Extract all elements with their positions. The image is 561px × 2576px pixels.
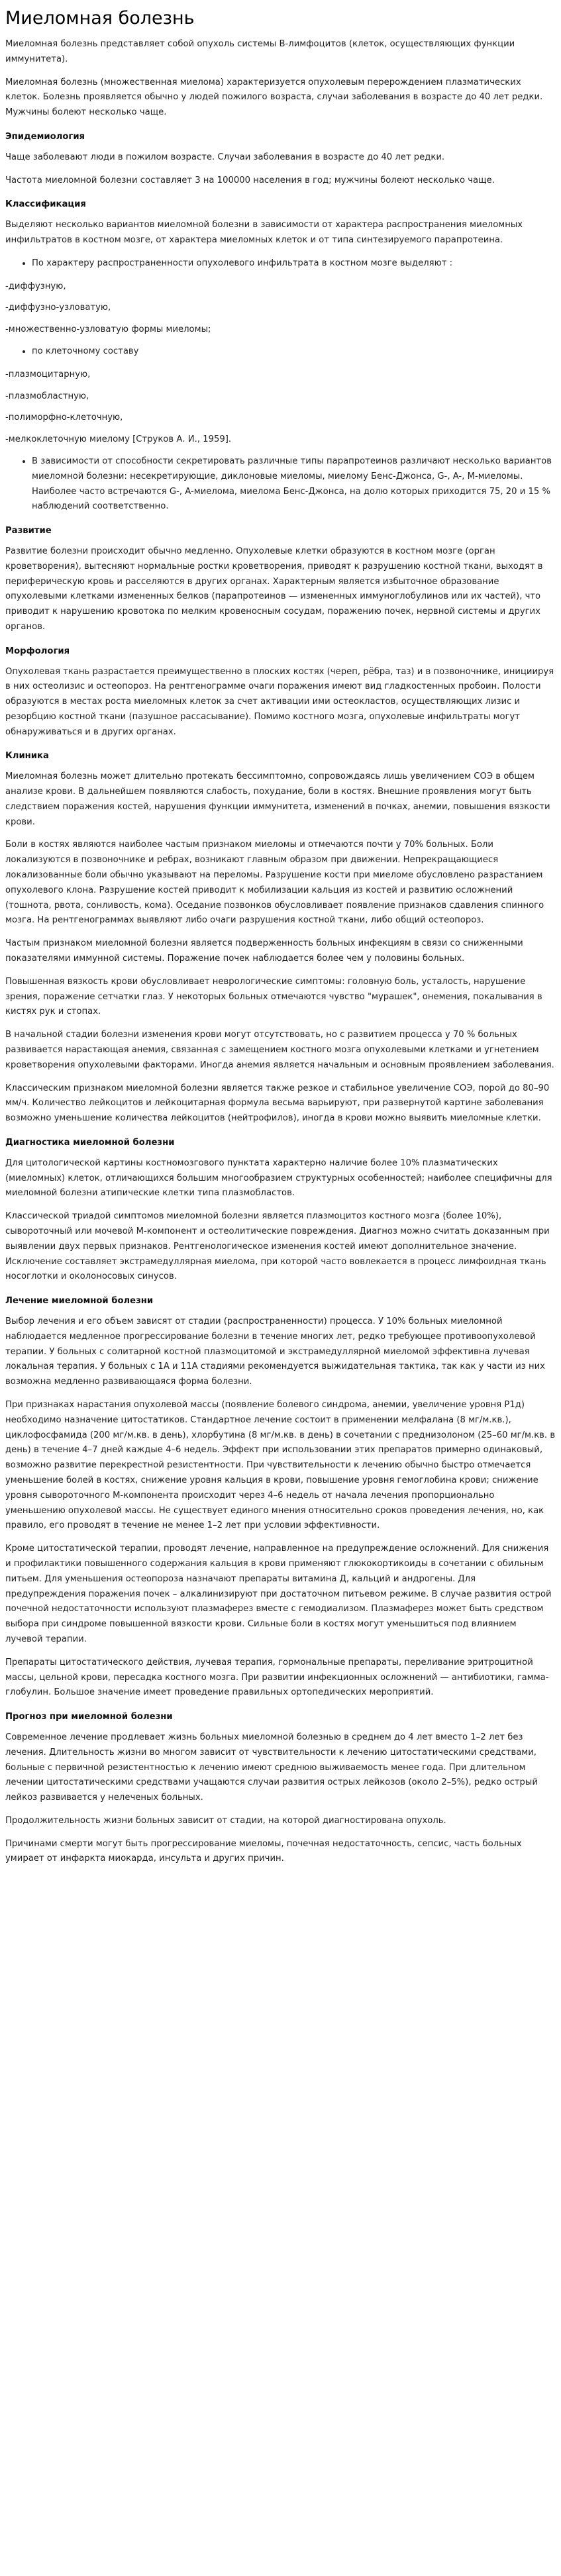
- development-paragraph: Развитие болезни происходит обычно медленно. Опухолевые клетки образуются в костном мозге (орган кроветворения), вытесняют нормальные ростки кроветворения, приводят к разрушению костной ткани, выходят в периферическую кровь и расселяются в других органах. Характерным является избыточное образование опухолевыми клетками измененных белков (парапротеинов — измененных иммуноглобулинов или их частей), что приводит к нарушению кровотока по мелким кровеносным сосудам, поражению почек, нервной системы и других органов.: [5, 546, 543, 632]
- treatment-paragraph: Кроме цитостатической терапии, проводят лечение, направленное на предупреждение осложнений. Для снижения и профилактики повышенного содержания кальция в крови применяют глюкокортикоиды в сочетании с обильным питьем. Для уменьшения остеопороза назначают препараты витамина Д, кальций и андрогены. Для предупреждения поражения почек – алкалинизируют при достаточном питьевом режиме. В случае развития острой почечной недостаточности используют плазмаферез вместе с гемодиализом. Плазмаферез может быть средством выбора при синдроме повышенной вязкости крови. Сильные боли в костях могут уменьшиться под влиянием лучевой терапии.: [5, 1544, 552, 1644]
- list-item: • По характеру распространенности опухолевого инфильтрата в костном мозге выделяют :: [32, 256, 556, 272]
- prognosis-paragraph: Современное лечение продлевает жизнь больных миеломной болезнью в среднем до 4 лет вместо 1–2 лет без лечения. Длительность жизни во многом зависит от чувствительности к лечению цитостатическими средствами, больные с первичной резистентностью к лечению имеют среднюю выживаемость менее года. При длительном лечении цитостатическими средствами учащаются случаи развития острых лейкозов (около 2–5%), редко острый лейкоз развивается у нелеченых больных.: [5, 1732, 538, 1803]
- diagnostics-paragraph: Классической триадой симптомов миеломной болезни является плазмоцитоз костного мозга (более 10%), сывороточный или мочевой М-компонент и остеолитические повреждения. Диагноз можно считать доказанным при выявлении двух первых признаков. Рентгенологическое изменения костей имеют дополнительное значение. Исключение составляет экстрамедуллярная миелома, при которой часто вовлекается в процесс лимфоидная ткань носоглотки и околоносовых синусов.: [5, 1211, 550, 1282]
- classification-bullet-list: [5, 454, 556, 515]
- clinic-paragraph: Классическим признаком миеломной болезни является также резкое и стабильное увеличение СОЭ, порой до 80–90 мм/ч. Количество лейкоцитов и лейкоцитарная формула весьма варьируют, при развернутой картине заболевания возможно уменьшение количества лейкоцитов (нейтрофилов), иногда в крови можно выявить миеломные клетки.: [5, 1083, 550, 1124]
- section-heading-prognosis: Прогноз при миеломной болезни: [5, 1712, 173, 1722]
- section-heading-clinic: Клиника: [5, 751, 49, 762]
- morphology-paragraph: Опухолевая ткань разрастается преимущественно в плоских костях (череп, рёбра, таз) и в позвоночнике, инициируя в них остеолизис и остеопороз. На рентгенограмме очаги поражения имеют вид гладкостенных пробоин. Полости образуются в местах роста миеломных клеток за счет активации ими остеокластов, осуществляющих лизис и резорбцию костной ткани (пазушное рассасывание). Помимо костного мозга, опухолевые инфильтраты могут обнаруживаться и в других органах.: [5, 666, 554, 737]
- prognosis-paragraph: Продолжительность жизни больных зависит от стадии, на которой диагностирована опухоль.: [5, 1815, 446, 1826]
- list-item: • В зависимости от способности секретировать различные типы парапротеинов различают несколько вариантов миеломной болезни: несекретирующие, диклоновые миеломы, миелому Бенс-Джонса, G-, A-, M-миеломы. Наиболее часто встречаются G-, A-миелома, миелома Бенс-Джонса, на долю которых приходится 75, 20 и 15 % наблюдений соответственно.: [32, 454, 556, 515]
- clinic-paragraph: Частым признаком миеломной болезни является подверженность больных инфекциям в связи со сниженными показателями иммунной системы. Поражение почек наблюдается более чем у половины больных.: [5, 938, 523, 964]
- diagnostics-paragraph: Для цитологической картины костномозгового пунктата характерно наличие более 10% плазматических (миеломных) клеток, отличающихся большим многообразием структурных особенностей; наиболее специфичны для миеломной болезни атипические клетки типа плазмобластов.: [5, 1158, 552, 1199]
- clinic-paragraph: В начальной стадии болезни изменения крови могут отсутствовать, но с развитием процесса у 70 % больных развивается нарастающая анемия, связанная с замещением костного мозга опухолевыми клетками и угнетением кроветворения опухолевыми факторами. Иногда анемия является начальным и основным проявлением заболевания.: [5, 1030, 554, 1070]
- clinic-paragraph: Боли в костях являются наиболее частым признаком миеломы и отмечаются почти у 70% больных. Боли локализуются в позвоночнике и ребрах, возникают главным образом при движении. Непрекращающиеся локализованные боли обычно указывают на переломы. Разрушение кости при миеломе обусловлено разрастанием опухолевого клона. Разрушение костей приводит к мобилизации кальция из костей и развитию осложнений (тошнота, рвота, сонливость, кома). Оседание позвонков обусловливает появление признаков сдавления спинного мозга. На рентгенограммах выявляют либо очаги разрушения костной ткани, либо общий остеопороз.: [5, 840, 544, 926]
- list-item: -плазмобластную,: [5, 391, 89, 401]
- page-title: Миеломная болезнь: [5, 8, 195, 28]
- section-heading-epidemiology: Эпидемиология: [5, 131, 85, 142]
- section-heading-diagnostics: Диагностика миеломной болезни: [5, 1138, 175, 1148]
- clinic-paragraph: Повышенная вязкость крови обусловливает неврологические симптомы: головную боль, усталость, нарушение зрения, поражение сетчатки глаз. У некоторых больных отмечаются чувство "мурашек", онемения, покалывания в кистях рук и стопах.: [5, 976, 542, 1017]
- intro-paragraph: Миеломная болезнь (множественная миелома) характеризуется опухолевым перерождением плазматических клеток. Болезнь проявляется обычно у людей пожилого возраста, случаи заболевания в возрасте до 40 лет редки. Мужчины болеют несколько чаще.: [5, 77, 543, 118]
- section-heading-classification: Классификация: [5, 199, 86, 210]
- list-item: • по клеточному составу: [32, 344, 556, 360]
- intro-paragraph: Миеломная болезнь представляет собой опухоль системы В-лимфоцитов (клеток, осуществляющих функции иммунитета).: [5, 39, 515, 64]
- prognosis-paragraph: Причинами смерти могут быть прогрессирование миеломы, почечная недостаточность, сепсис, часть больных умирает от инфаркта миокарда, инсульта и других причин.: [5, 1838, 522, 1864]
- classification-bullet-list: [5, 344, 556, 360]
- list-item: -полиморфно-клеточную,: [5, 413, 123, 423]
- epidemiology-paragraph: Чаще заболевают люди в пожилом возрасте. Случаи заболевания в возрасте до 40 лет редки.: [5, 152, 445, 162]
- classification-intro: Выделяют несколько вариантов миеломной болезни в зависимости от характера распространения миеломных инфильтратов в костном мозге, от характера миеломных клеток и от типа синтезируемого парапротеина.: [5, 220, 523, 245]
- classification-bullet-list: [5, 256, 556, 272]
- list-item: -диффузно-узловатую,: [5, 303, 111, 313]
- list-item: -мелкоклеточную миелому [Струков А. И., 1959].: [5, 434, 232, 445]
- treatment-paragraph: Выбор лечения и его объем зависят от стадии (распространенности) процесса. У 10% больных миеломной наблюдается медленное прогрессирование болезни в течение многих лет, редко требующее противоопухолевой терапии. У больных с солитарной костной плазмоцитомой и экстрамедуллярной миеломой эффективна лучевая локальная терапия. У больных с 1А и 11А стадиями рекомендуется выжидательная тактика, так как у части из них возможна медленно развивающаяся форма болезни.: [5, 1316, 545, 1387]
- treatment-paragraph: Препараты цитостатического действия, лучевая терапия, гормональные препараты, переливание эритроцитной массы, цельной крови, пересадка костного мозга. При развитии инфекционных осложнений — антибиотики, гамма-глобулин. Большое значение имеет проведение правильных ортопедических мероприятий.: [5, 1657, 549, 1698]
- list-item: -множественно-узловатую формы миеломы;: [5, 324, 211, 335]
- clinic-paragraph: Миеломная болезнь может длительно протекать бессимптомно, сопровождаясь лишь увеличением СОЭ в общем анализе крови. В дальнейшем появляются слабость, похудание, боли в костях. Внешние проявления могут быть следствием поражения костей, нарушения функции иммунитета, изменений в почках, анемии, повышения вязкости крови.: [5, 771, 550, 827]
- treatment-paragraph: При признаках нарастания опухолевой массы (появление болевого синдрома, анемии, увеличение уровня Р1д) необходимо назначение цитостатиков. Стандартное лечение состоит в применении мелфалана (8 мг/м.кв.), циклофосфамида (200 мг/м.кв. в день), хлорбутина (8 мг/м.кв. в день) в сочетании с преднизолоном (25–60 мг/м.кв. в день) в течение 4–7 дней каждые 4–6 недель. Эффект при использовании этих препаратов примерно одинаковый, возможно развитие перекрестной резистентности. При чувствительности к лечению обычно быстро отмечается уменьшение болей в костях, снижение уровня кальция в крови, повышение уровня гемоглобина крови; снижение уровня сывороточного М-компонента происходит через 4–6 недель от начала лечения пропорционально уменьшению опухолевой массы. Не существует единого мнения относительно сроков проведения лечения, но, как правило, его проводят в течение не менее 1–2 лет при условии эффективности.: [5, 1399, 556, 1531]
- epidemiology-paragraph: Частота миеломной болезни составляет 3 на 100000 населения в год; мужчины болеют несколько чаще.: [5, 175, 495, 185]
- section-heading-development: Развитие: [5, 526, 52, 536]
- section-heading-treatment: Лечение миеломной болезни: [5, 1296, 154, 1307]
- list-item: -диффузную,: [5, 281, 66, 291]
- section-heading-morphology: Морфология: [5, 646, 70, 656]
- list-item: -плазмоцитарную,: [5, 369, 91, 379]
